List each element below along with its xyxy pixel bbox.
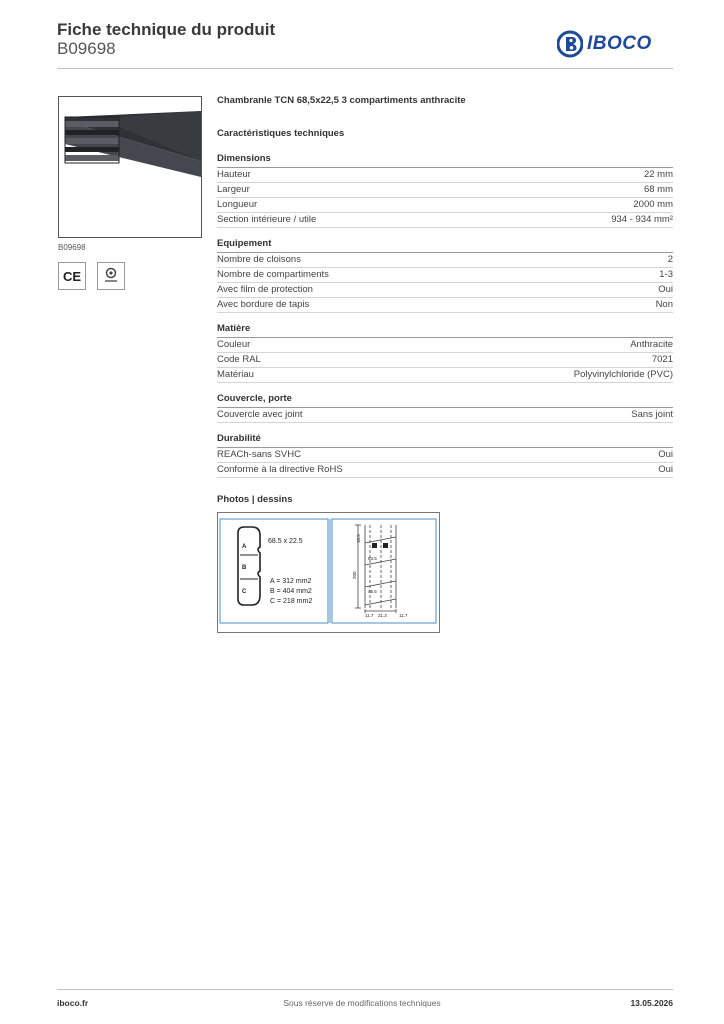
fixing-mark <box>383 543 388 548</box>
dimension-label: 21.3 <box>378 613 387 618</box>
logo-emblem-icon <box>557 30 583 58</box>
photos-title: Photos | dessins <box>217 494 293 505</box>
product-image <box>58 96 202 238</box>
footer-date: 13.05.2026 <box>630 998 673 1008</box>
spec-value: Sans joint <box>631 409 673 420</box>
spec-row <box>217 283 673 298</box>
product-code: B09698 <box>57 39 116 58</box>
spec-label: Avec film de protection <box>217 284 313 295</box>
spec-value: 934 - 934 mm² <box>611 214 673 225</box>
section-title-durabilite: Durabilité <box>217 433 673 448</box>
dimension-label: 18.5 <box>356 534 361 543</box>
spec-row <box>217 298 673 313</box>
spec-value: 7021 <box>651 354 673 365</box>
dimension-label: 63.5 <box>368 556 377 561</box>
footer-disclaimer: Sous réserve de modifications techniques <box>283 998 441 1008</box>
logo-wordmark: IBOCO <box>587 33 652 54</box>
dimension-label: 11.7 <box>399 613 408 618</box>
spec-row <box>217 368 673 383</box>
dimension-label: 11.7 <box>365 613 374 618</box>
spec-row <box>217 353 673 368</box>
spec-value: Polyvinylchloride (PVC) <box>573 369 673 380</box>
spec-value: Oui <box>658 464 673 475</box>
spec-row <box>217 198 673 213</box>
spec-label: Hauteur <box>217 169 251 180</box>
image-caption: B09698 <box>58 243 86 252</box>
spec-row <box>217 268 673 283</box>
section-title-equipement: Equipement <box>217 238 673 253</box>
footer-website-link[interactable]: iboco.fr <box>57 998 89 1008</box>
area-label: B = 404 mm2 <box>270 588 312 595</box>
spec-label: Nombre de cloisons <box>217 254 301 265</box>
spec-row <box>217 408 673 423</box>
section-title-couvercle: Couvercle, porte <box>217 393 673 408</box>
spec-label: Nombre de compartiments <box>217 269 329 280</box>
area-label: A = 312 mm2 <box>270 578 312 585</box>
spec-label: REACh-sans SVHC <box>217 449 301 460</box>
area-label: C = 218 mm2 <box>270 598 313 605</box>
tech-title: Caractéristiques techniques <box>217 128 345 139</box>
size-label: 68.5 x 22.5 <box>268 538 303 545</box>
spec-label: Avec bordure de tapis <box>217 299 310 310</box>
elevation-frame <box>332 519 436 623</box>
section-title-dimensions: Dimensions <box>217 153 673 168</box>
technical-drawing <box>217 512 440 633</box>
spec-label: Matériau <box>217 369 254 380</box>
spec-row <box>217 253 673 268</box>
spec-value: 1-3 <box>659 269 673 280</box>
header-divider <box>57 68 673 69</box>
spec-value: Oui <box>658 284 673 295</box>
ce-mark-icon: CE <box>58 262 86 290</box>
spec-row <box>217 168 673 183</box>
fixing-mark <box>372 543 377 548</box>
footer-divider <box>57 989 673 990</box>
spec-row <box>217 448 673 463</box>
spec-label: Largeur <box>217 184 250 195</box>
compartment-label: C <box>242 589 247 595</box>
spec-value: Oui <box>658 449 673 460</box>
spec-label: Section intérieure / utile <box>217 214 317 225</box>
certification-seal-icon <box>97 262 125 290</box>
spec-value: 2000 mm <box>633 199 673 210</box>
iboco-logo <box>557 29 675 59</box>
specifications-panel <box>217 95 673 508</box>
spec-value: 2 <box>667 254 673 265</box>
spec-label: Couleur <box>217 339 251 350</box>
section-title-matiere: Matière <box>217 323 673 338</box>
spec-row <box>217 463 673 478</box>
dimension-label: 200 <box>352 571 357 579</box>
cross-section-frame <box>220 519 328 623</box>
elevation-drawing <box>355 525 396 613</box>
spec-value: Anthracite <box>630 339 673 350</box>
page-title: Fiche technique du produit <box>57 20 276 39</box>
compartment-label: A <box>242 544 247 550</box>
dimension-label: 45.5 <box>368 589 377 594</box>
spec-value: 68 mm <box>643 184 673 195</box>
spec-value: Non <box>655 299 673 310</box>
spec-row <box>217 338 673 353</box>
spec-label: Couvercle avec joint <box>217 409 303 420</box>
spec-row <box>217 213 673 228</box>
spec-value: 22 mm <box>643 169 673 180</box>
spec-row <box>217 183 673 198</box>
spec-label: Conforme à la directive RoHS <box>217 464 343 475</box>
compartment-label: B <box>242 565 247 571</box>
product-title: Chambranle TCN 68,5x22,5 3 compartiments anthracite <box>217 95 466 106</box>
spec-label: Code RAL <box>217 354 261 365</box>
spec-label: Longueur <box>217 199 258 210</box>
